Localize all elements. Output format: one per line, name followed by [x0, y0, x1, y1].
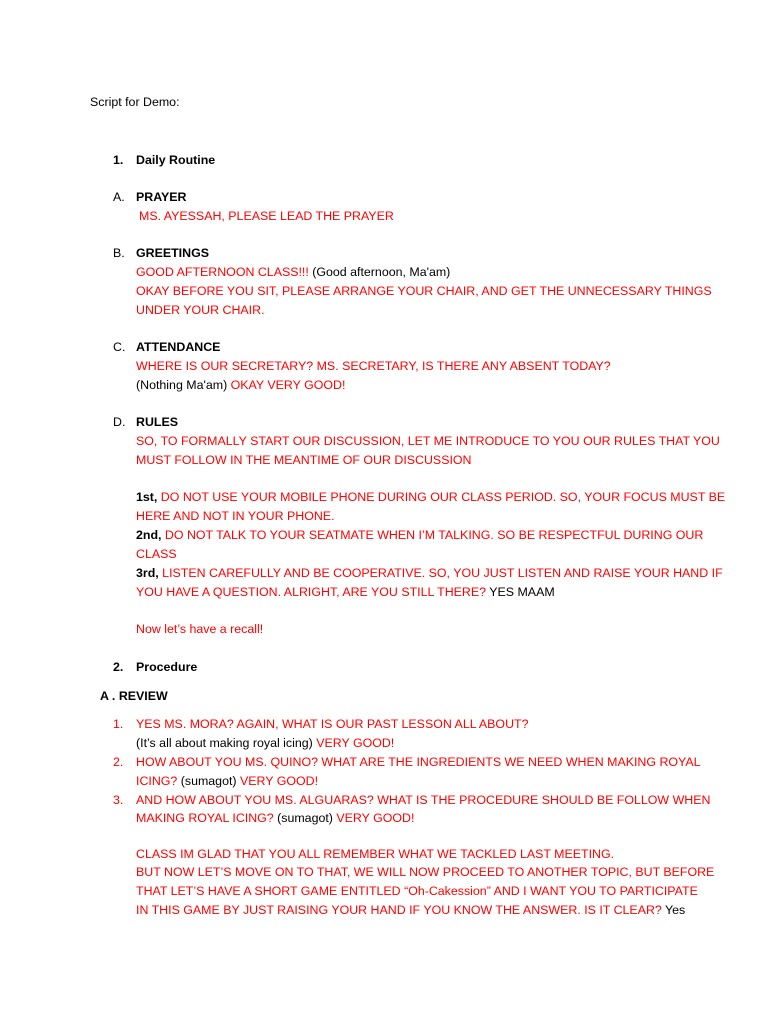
item-a-heading: PRAYER: [136, 190, 187, 204]
review-item-1-praise: VERY GOOD!: [312, 736, 395, 750]
section-1-heading: Daily Routine: [136, 153, 216, 167]
closing-line-2: BUT NOW LET’S MOVE ON TO THAT, WE WILL NOW PROCEED TO ANOTHER TOPIC, BUT BEFORE: [136, 865, 715, 879]
closing-line-4-black: Yes: [661, 903, 686, 917]
rule-2-label: 2nd,: [136, 528, 162, 542]
review-item-2-number: 2.: [113, 755, 124, 769]
rule-3-continued: [136, 584, 555, 600]
item-a-letter: A.: [113, 190, 125, 204]
review-item-3-line-2: [136, 810, 414, 826]
closing-line-4-red: IN THIS GAME BY JUST RAISING YOUR HAND IF YOU KNOW THE ANSWER. IS IT CLEAR?: [136, 903, 662, 917]
rules-line-2: MUST FOLLOW IN THE MEANTIME OF OUR DISCUSSION: [136, 453, 472, 467]
recall-line: Now let’s have a recall!: [136, 622, 264, 636]
attendance-line-1: WHERE IS OUR SECRETARY? MS. SECRETARY, IS THERE ANY ABSENT TODAY?: [136, 359, 611, 373]
item-c-letter: C.: [113, 340, 126, 354]
greetings-line-1-red: GOOD AFTERNOON CLASS!!!: [136, 265, 309, 279]
greetings-line-1: [136, 264, 450, 280]
rule-2-text: DO NOT TALK TO YOUR SEATMATE WHEN I’M TALKING. SO BE RESPECTFUL DURING OUR: [161, 528, 704, 542]
section-2-heading: Procedure: [136, 660, 198, 674]
review-item-1-number: 1.: [113, 717, 124, 731]
rule-2: [136, 527, 703, 543]
rule-3: [136, 565, 723, 581]
greetings-line-3: UNDER YOUR CHAIR.: [136, 303, 265, 317]
item-b-heading: GREETINGS: [136, 246, 209, 260]
review-item-2-question-end: ICING?: [136, 774, 178, 788]
review-item-3-praise: VERY GOOD!: [332, 811, 415, 825]
prayer-line: MS. AYESSAH, PLEASE LEAD THE PRAYER: [139, 209, 394, 223]
review-item-2-answer: (sumagot): [177, 774, 237, 788]
greetings-line-1-black: (Good afternoon, Ma'am): [308, 265, 451, 279]
rules-line-1: SO, TO FORMALLY START OUR DISCUSSION, LET ME INTRODUCE TO YOU OUR RULES THAT YOU: [136, 434, 720, 448]
attendance-line-2: [136, 377, 345, 393]
review-item-1-line-1: YES MS. MORA? AGAIN, WHAT IS OUR PAST LESSON ALL ABOUT?: [136, 717, 529, 731]
rule-1-text: DO NOT USE YOUR MOBILE PHONE DURING OUR CLASS PERIOD. SO, YOUR FOCUS MUST BE: [157, 490, 726, 504]
closing-line-1: CLASS IM GLAD THAT YOU ALL REMEMBER WHAT WE TACKLED LAST MEETING.: [136, 847, 615, 861]
rule-1: [136, 489, 725, 505]
review-item-3-question-end: MAKING ROYAL ICING?: [136, 811, 274, 825]
closing-line-3: THAT LET’S HAVE A SHORT GAME ENTITLED “Oh-Cakession” AND I WANT YOU TO PARTICIPATE: [136, 884, 698, 898]
greetings-line-2: OKAY BEFORE YOU SIT, PLEASE ARRANGE YOUR CHAIR, AND GET THE UNNECESSARY THINGS: [136, 284, 712, 298]
review-item-2-praise: VERY GOOD!: [236, 774, 319, 788]
rule-1-continued: HERE AND NOT IN YOUR PHONE.: [136, 509, 335, 523]
document-title: Script for Demo:: [90, 95, 180, 109]
rule-2-continued: CLASS: [136, 547, 177, 561]
review-item-1-answer: (It’s all about making royal icing): [136, 736, 313, 750]
attendance-line-2-black: (Nothing Ma'am): [136, 378, 228, 392]
item-d-letter: D.: [113, 415, 126, 429]
item-c-heading: ATTENDANCE: [136, 340, 221, 354]
rule-1-label: 1st,: [136, 490, 158, 504]
item-b-letter: B.: [113, 246, 125, 260]
section-1-number: 1.: [113, 153, 124, 167]
review-item-1-line-2: [136, 735, 394, 751]
rule-3-continued-black: YES MAAM: [486, 585, 555, 599]
review-item-3-number: 3.: [113, 793, 124, 807]
review-item-2-line-2: [136, 773, 318, 789]
attendance-line-2-red: OKAY VERY GOOD!: [227, 378, 346, 392]
rule-3-text: LISTEN CAREFULLY AND BE COOPERATIVE. SO, YOU JUST LISTEN AND RAISE YOUR HAND IF: [158, 566, 723, 580]
item-d-heading: RULES: [136, 415, 178, 429]
rule-3-continued-red: YOU HAVE A QUESTION. ALRIGHT, ARE YOU STILL THERE?: [136, 585, 487, 599]
rule-3-label: 3rd,: [136, 566, 159, 580]
review-item-2-line-1: HOW ABOUT YOU MS. QUINO? WHAT ARE THE INGREDIENTS WE NEED WHEN MAKING ROYAL: [136, 755, 701, 769]
review-heading: A . REVIEW: [100, 689, 168, 703]
review-item-3-answer: (sumagot): [273, 811, 333, 825]
review-item-3-line-1: AND HOW ABOUT YOU MS. ALGUARAS? WHAT IS THE PROCEDURE SHOULD BE FOLLOW WHEN: [136, 793, 711, 807]
closing-line-4: [136, 902, 685, 918]
section-2-number: 2.: [113, 660, 124, 674]
